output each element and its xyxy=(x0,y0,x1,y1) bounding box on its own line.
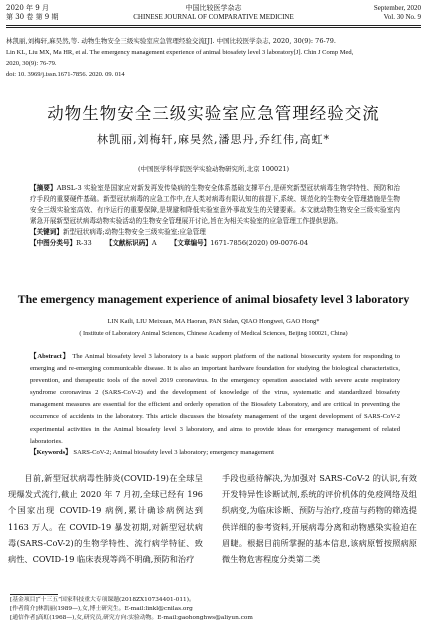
abstract-text-en: The Animal biosafety level 3 laboratory is a basic support platform of the national biosecurity system for responding to emerging and re-emerging communicable disease. It is also an important hardware foundation for studying the biological characteristics, prevention, and therapeutic tools of the novel 2019 coronavirus. In the emergency operation associated with severe acute respiratory syndrome coronavirus 2 (SARS-CoV-2) and the development of knowledge of the virus, systematic and standardized biosafety management measures are essential for the efficient and orderly operation of the Biosafety Laboratory, and are critical in preventing the occurrence of accidents in the laboratory. This article discusses the biosafety management of the urgent development of SARS-CoV-2 experimental activities in the Animal biosafety level 3 laboratory, and aims to provide ideas for emergency management of related laboratories. xyxy=(30,353,401,445)
article-number-value: 1671-7856(2020) 09-0076-04 xyxy=(210,239,309,247)
article-title-cn: 动物生物安全三级实验室应急管理经验交流 xyxy=(47,104,380,123)
keywords-cn xyxy=(30,227,400,238)
body-paragraph-right: 手段也亟待解决,为加强对 SARS-CoV-2 的认识,有效开发特异性诊断试剂,系统的评价机体的免疫网络及组织病变,为临床诊断、预防与治疗,疫苗与药物的筛选提供详细的参考资料,开展病毒分离和动物感染实验迫在眉睫。根据目前所掌握的基本信息,该病原暂按照病原微生物危害程度分类第二类 xyxy=(222,473,417,565)
keywords-text-cn: 新型冠状病毒;动物生物安全三级实验室;应急管理 xyxy=(62,228,206,236)
body-column-right xyxy=(222,470,417,567)
footnote-rule xyxy=(10,594,58,595)
running-header-right xyxy=(374,4,421,22)
clc-label: 【中图分类号】 xyxy=(30,239,77,247)
footnote-funding: [基金项目]“十三五”国家科技重大专项课题(2018ZX10734401-011)。 xyxy=(10,597,195,603)
volume-issue-cn: 第 30 卷 第 9 期 xyxy=(6,13,59,21)
document-code xyxy=(106,238,157,249)
keywords-label-en: 【Keywords】 xyxy=(30,449,72,456)
affiliation-cn: (中国医学科学院医学实验动物研究所,北京 100021) xyxy=(137,165,290,173)
clc-number xyxy=(30,238,92,249)
abstract-label-en: 【Abstract】 xyxy=(30,353,70,360)
footnote-author-bio: [作者简介]林凯丽(1989—),女,博士研究生。E-mail:linkl@cnilas.org xyxy=(10,606,193,612)
abstract-label-cn: 【摘要】 xyxy=(30,184,57,192)
abstract-text-cn: ABSL-3 实验室是国家应对新发再发传染病的生物安全体系基础支撑平台,是研究新型冠状病毒生物学特性、预防和治疗手段的重要硬件基础。新型冠状病毒的应急工作中,在人类对病毒有限认知的前提下,系统、规范化的生物安全管理措施是生物安全三级实验室高效、有序运行的重要保障,是规避和降低实验室意外事故发生的关键要素。本文就动物生物安全三级实验室内紧急开展新型冠状病毒动物实验活动的生物安全管理展开讨论,旨在为相关实验室的应急管理工作提供思路。 xyxy=(30,184,400,225)
citation-en-cont: 2020, 30(9): 76-79. xyxy=(6,60,57,67)
body-column-left xyxy=(8,470,203,567)
doi-link[interactable]: doi: 10. 3969/j.issn.1671-7856. 2020. 09. 014 xyxy=(6,71,125,78)
document-code-label: 【文献标识码】 xyxy=(105,239,152,247)
header-rule-thin xyxy=(6,27,421,28)
authors-en: LIN Kaili, LIU Meixuan, MA Haoran, PAN Sidan, QIAO Hongwei, GAO Hong* xyxy=(107,318,320,325)
journal-name-cn: 中国比较医学杂志 xyxy=(185,4,242,12)
article-title-en: The emergency management experience of animal biosafety level 3 laboratory xyxy=(17,292,410,306)
clc-value: R-33 xyxy=(76,239,92,247)
header-rule xyxy=(6,25,421,26)
keywords-text-en: SARS-CoV-2; Animal biosafety level 3 laboratory; emergency management xyxy=(73,449,274,456)
article-number xyxy=(171,238,308,249)
abstract-cn xyxy=(30,183,400,227)
abstract-en xyxy=(30,351,400,448)
article-number-label: 【文章编号】 xyxy=(170,239,211,247)
citation-block xyxy=(6,36,420,80)
classification-row xyxy=(30,238,400,249)
citation-en: Lin KL, Liu MX, Ma HR, et al. The emergency management experience of animal biosafety level 3 laboratory[J]. Chin J Comp Med, xyxy=(6,49,354,56)
running-header-center xyxy=(0,4,427,22)
body-paragraph-left: 目前,新型冠状病毒性肺炎(COVID-19)在全球呈现爆发式流行,截止 2020 年 7 月初,全球已经有 196 个国家出现 COVID-19 病例,累计确诊病例达到 1163 万人。在 COVID-19 暴发初期,对新型冠状病毒(SARS-CoV-2)的生物学特性、流行病学特征、致病性、COVID-19 临床表现等尚不明确,预防和治疗 xyxy=(8,473,203,565)
footnote-corresponding-author: [通信作者]高虹(1968—),女,研究员,研究方向:实验动物。E-mail:gaohonghws@aliyun.com xyxy=(10,615,253,621)
journal-name-en: CHINESE JOURNAL OF COMPARATIVE MEDICINE xyxy=(133,13,294,21)
issue-date: 2020 年 9 月 xyxy=(6,4,49,12)
keywords-en xyxy=(30,447,400,459)
volume-issue-en: Vol. 30 No. 9 xyxy=(383,13,421,21)
affiliation-en: ( Institute of Laboratory Animal Sciences, Chinese Academy of Medical Sciences, Beijing 100021, China) xyxy=(79,330,348,337)
keywords-label-cn: 【关键词】 xyxy=(30,228,63,236)
issue-date-en: September, 2020 xyxy=(373,4,421,12)
document-code-value: A xyxy=(151,239,157,247)
citation-cn: 林凯丽,刘梅轩,麻昊然,等. 动物生物安全三级实验室应急管理经验交流[J]. 中国比较医学杂志, 2020, 30(9): 76-79. xyxy=(6,37,336,45)
authors-cn: 林凯丽,刘梅轩,麻昊然,潘思丹,乔红伟,高虹* xyxy=(97,133,330,146)
